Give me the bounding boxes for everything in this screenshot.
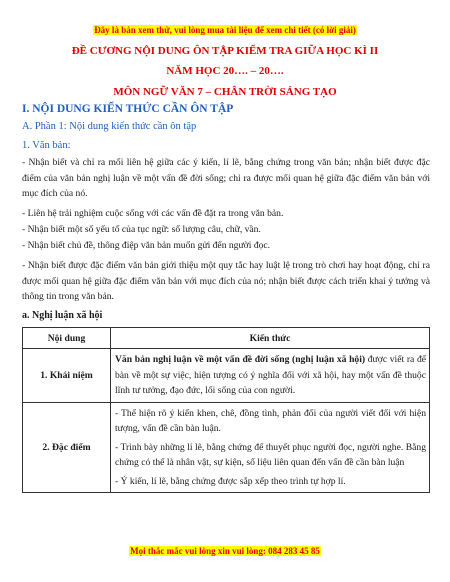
subject-title: MÔN NGỮ VĂN 7 – CHÂN TRỜI SÁNG TẠO: [113, 86, 337, 98]
preview-banner: Đây là bản xem thử, vui lòng mua tài liệu để xem chi tiết (có lời giải): [94, 25, 356, 35]
row-content: [111, 402, 430, 493]
bullet-item: - Nhận biết được đặc điểm văn bản giới thiệu một quy tắc hay luật lệ trong trò chơi hay hoạt động, chỉ ra được mối quan hệ giữa đặc điểm văn bản với mục đích của nó; nhận biết được cách triển khai ý tưởng và thông tin trong văn bản.: [22, 260, 430, 302]
doc-title: ĐỀ CƯƠNG NỘI DUNG ÔN TẬP KIỂM TRA GIỮA HỌC KÌ II: [71, 45, 379, 57]
bullet-item: - Nhận biết chủ đề, thông điệp văn bản muốn gửi đến người đọc.: [22, 240, 271, 251]
table-row: [23, 402, 430, 493]
knowledge-table: [22, 327, 430, 493]
feature-item: - Thể hiện rõ ý kiến khen, chê, đồng tình, phản đối của người viết đối với hiện tượng, vấn đề cần bàn luận.: [115, 407, 426, 434]
subsection-heading: 1. Văn bản:: [22, 140, 71, 151]
row-label: 2. Đặc điểm: [23, 402, 111, 493]
part-heading: A. Phần 1: Nội dung kiến thức cần ôn tập: [22, 121, 197, 132]
subheading-nghi-luan: a. Nghị luận xã hội: [22, 310, 103, 321]
feature-item: - Trình bày những lí lẽ, bằng chứng để thuyết phục người đọc, người nghe. Bằng chứng có thể là nhân vật, sự kiện, số liệu liên quan đến vấn đề cần bàn luận: [115, 441, 426, 468]
row-label: 1. Khái niệm: [23, 349, 111, 403]
school-year: NĂM HỌC 20…. – 20….: [166, 65, 284, 77]
row-content: [111, 349, 430, 403]
definition-text: được viết ra để bàn về một sự việc, hiện tượng có ý nghĩa đối với xã hội, hay một vấn đề thuộc lĩnh tư tưởng, đạo đức, lối sống của con người.: [115, 354, 426, 396]
table-header-row: [23, 328, 430, 349]
table-header-cell: Nội dung: [23, 328, 111, 349]
section-heading: I. NỘI DUNG KIẾN THỨC CẦN ÔN TẬP: [22, 103, 234, 115]
bullet-item: - Liên hệ trải nghiệm cuộc sống với các vấn đề đặt ra trong văn bản.: [22, 208, 284, 219]
feature-item: - Ý kiến, lí lẽ, bằng chứng được sắp xếp theo trình tự hợp lí.: [115, 475, 346, 487]
table-row: [23, 349, 430, 403]
contact-footer: Mọi thắc mắc vui lòng xin vui lòng: 084 283 45 85: [130, 546, 320, 556]
table-header-cell: Kiến thức: [111, 328, 430, 349]
definition-term: Văn bản nghị luận về một vấn đề đời sống (nghị luận xã hội): [115, 354, 366, 365]
bullet-item: - Nhận biết và chỉ ra mối liên hệ giữa các ý kiến, lí lẽ, bằng chứng trong văn bản; nhận biết được đặc điểm của văn bản nghị luận về một vấn đề đời sống; chỉ ra được mối quan hệ giữa đặc điểm văn bản với mục đích của nó.: [22, 157, 430, 199]
bullet-item: - Nhận biết một số yếu tố của tục ngữ: số lượng câu, chữ, vần.: [22, 224, 261, 235]
